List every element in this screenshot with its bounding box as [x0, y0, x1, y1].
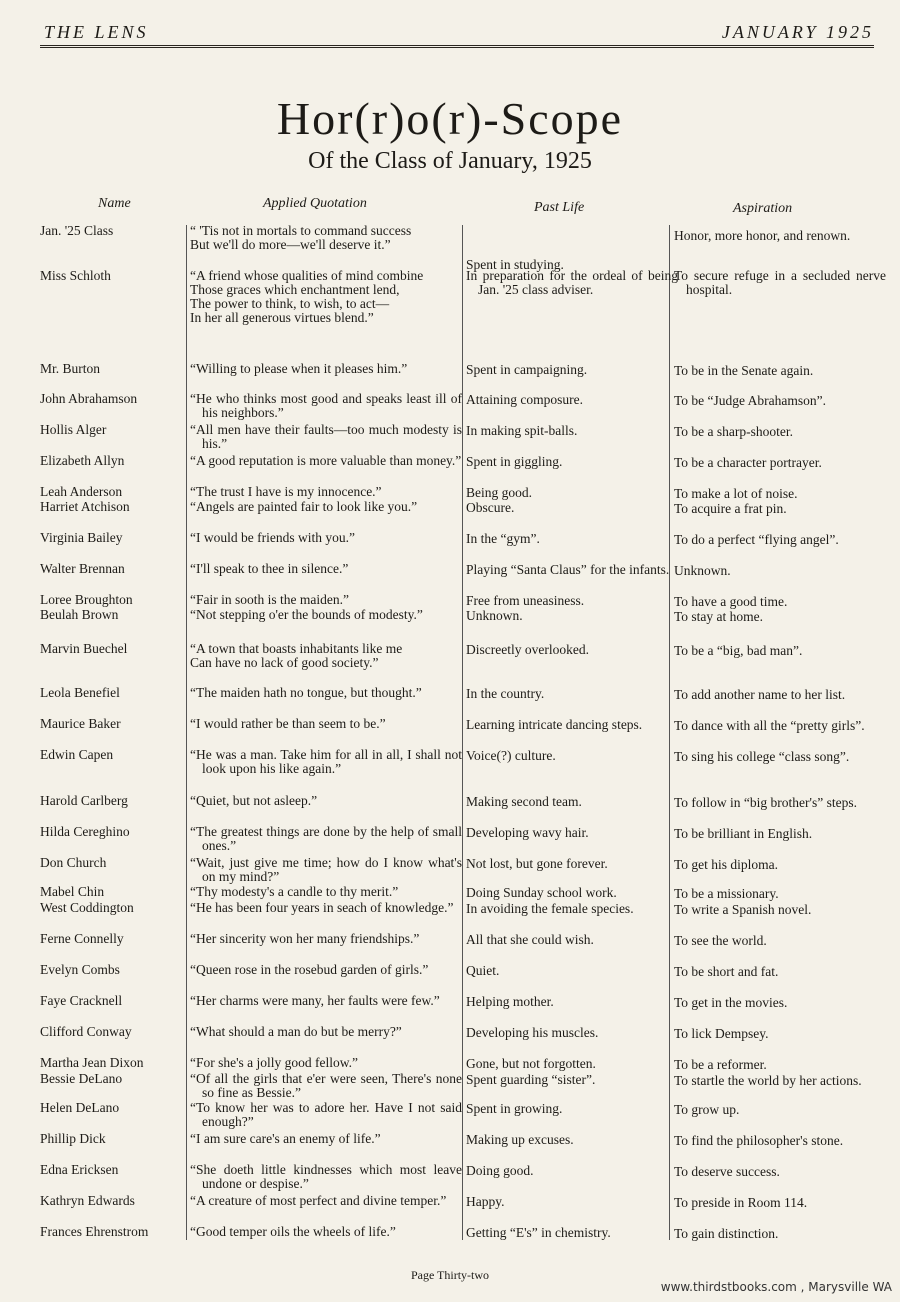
quotation-line: “A good reputation is more valuable than money.”: [190, 453, 462, 468]
aspiration: To lick Dempsey.: [674, 1026, 769, 1041]
aspiration: To be brilliant in English.: [674, 826, 813, 841]
quotation-line: “I would rather be than seem to be.”: [190, 716, 386, 731]
applied-quotation: [190, 1072, 462, 1100]
student-name: [40, 901, 190, 915]
aspiration: To sing his college “class song”.: [674, 749, 850, 764]
applied-quotation: [190, 642, 462, 670]
past-life: Making second team.: [466, 794, 582, 809]
student-name: [40, 932, 190, 946]
applied-quotation: [190, 485, 462, 499]
student-name: [40, 224, 190, 238]
quotation-line: “Quiet, but not asleep.”: [190, 793, 318, 808]
past-life: Getting “E's” in chemistry.: [466, 1225, 611, 1240]
table-row: [0, 1193, 900, 1210]
student-name-line: Leah Anderson: [40, 484, 123, 499]
past-life: Free from uneasiness.: [466, 593, 585, 608]
applied-quotation: [190, 901, 462, 915]
column-header-aspiration: Aspiration: [733, 201, 793, 216]
quotation-line: But we'll do more—we'll deserve it.”: [190, 237, 391, 252]
table-row: [0, 592, 900, 609]
student-name: [40, 885, 190, 899]
student-name: [40, 856, 190, 870]
table-row: [0, 1162, 900, 1191]
table-row: [0, 1071, 900, 1100]
quotation-line: “For she's a jolly good fellow.”: [190, 1055, 359, 1070]
aspiration: To add another name to her list.: [674, 687, 846, 702]
student-name-line: West Coddington: [40, 900, 134, 915]
student-name-line: Hollis Alger: [40, 422, 107, 437]
table-row: [0, 391, 900, 420]
quotation-line: “I would be friends with you.”: [190, 530, 355, 545]
past-life: Doing good.: [466, 1163, 534, 1178]
table-row: [0, 793, 900, 810]
past-life: Obscure.: [466, 500, 515, 515]
column-header-past-life: Past Life: [534, 200, 585, 215]
student-name: [40, 269, 190, 283]
applied-quotation: [190, 1163, 462, 1191]
student-name-line: Beulah Brown: [40, 607, 119, 622]
quotation-line: In her all generous virtues blend.”: [190, 310, 374, 325]
applied-quotation: [190, 1056, 462, 1070]
student-name-line: Ferne Connelly: [40, 931, 124, 946]
student-name: [40, 1132, 190, 1146]
table-row: [0, 884, 900, 901]
aspiration: To startle the world by her actions.: [674, 1073, 862, 1088]
quotation-line: “I am sure care's an enemy of life.”: [190, 1131, 381, 1146]
past-life: Attaining composure.: [466, 392, 583, 407]
student-name-line: Miss Schloth: [40, 268, 111, 283]
student-name-line: Elizabeth Allyn: [40, 453, 125, 468]
table-row: [0, 1131, 900, 1148]
aspiration: To be a character portrayer.: [674, 455, 822, 470]
student-name-line: Hilda Cereghino: [40, 824, 130, 839]
table-row: [0, 716, 900, 733]
page-subtitle: Of the Class of January, 1925: [308, 148, 592, 174]
quotation-line: “He has been four years in seach of knowledge.”: [190, 900, 454, 915]
quotation-line: “The maiden hath no tongue, but thought.”: [190, 685, 422, 700]
applied-quotation: [190, 362, 462, 376]
applied-quotation: [190, 531, 462, 545]
past-life: Doing Sunday school work.: [466, 885, 617, 900]
quotation-line: Can have no lack of good society.”: [190, 655, 379, 670]
applied-quotation: [190, 608, 462, 622]
table-row: [0, 931, 900, 948]
applied-quotation: [190, 593, 462, 607]
applied-quotation: [190, 423, 462, 451]
table-row: [0, 422, 900, 451]
past-life: Making up excuses.: [466, 1132, 574, 1147]
applied-quotation: [190, 717, 462, 731]
student-name: [40, 1056, 190, 1070]
quotation-line: “A town that boasts inhabitants like me: [190, 641, 403, 656]
quotation-line: “Queen rose in the rosebud garden of girls.”: [190, 962, 429, 977]
table-row: [0, 962, 900, 979]
quotation-line: Those graces which enchantment lend,: [190, 282, 400, 297]
past-life: In avoiding the female species.: [466, 901, 634, 916]
aspiration: To grow up.: [674, 1102, 740, 1117]
student-name-line: Mabel Chin: [40, 884, 105, 899]
quotation-line: “Wait, just give me time; how do I know what's on my mind?”: [190, 855, 462, 884]
running-head: [44, 22, 874, 43]
aspiration: To be short and fat.: [674, 964, 779, 979]
running-head-left: THE LENS: [44, 22, 149, 42]
past-life: Gone, but not forgotten.: [466, 1056, 596, 1071]
applied-quotation: [190, 686, 462, 700]
table-row: [0, 900, 900, 917]
student-name-line: Faye Cracknell: [40, 993, 123, 1008]
column-divider: [669, 225, 670, 1240]
quotation-line: “The greatest things are done by the help of small ones.”: [190, 824, 462, 853]
applied-quotation: [190, 856, 462, 884]
aspiration: To see the world.: [674, 933, 767, 948]
table-row: [0, 607, 900, 624]
applied-quotation: [190, 825, 462, 853]
applied-quotation: [190, 269, 462, 325]
student-name: [40, 994, 190, 1008]
quotation-line: “He was a man. Take him for all in all, I shall not look upon his like again.”: [190, 747, 462, 776]
applied-quotation: [190, 500, 462, 514]
aspiration: To be a “big, bad man”.: [674, 643, 803, 658]
past-life: Spent in growing.: [466, 1101, 563, 1116]
header-rule: [40, 45, 874, 48]
page-number: Page Thirty-two: [410, 1268, 490, 1282]
applied-quotation: [190, 994, 462, 1008]
aspiration: To be in the Senate again.: [674, 363, 814, 378]
student-name-line: Harold Carlberg: [40, 793, 128, 808]
past-life: In the country.: [466, 686, 545, 701]
student-name: [40, 963, 190, 977]
running-head-right: JANUARY 1925: [721, 22, 874, 42]
table-row: [0, 1055, 900, 1072]
column-header-quotation: Applied Quotation: [263, 196, 367, 211]
table-row: [0, 268, 900, 325]
aspiration: To write a Spanish novel.: [674, 902, 812, 917]
past-life: Helping mother.: [466, 994, 554, 1009]
student-name-line: Clifford Conway: [40, 1024, 132, 1039]
aspiration: To be a sharp-shooter.: [674, 424, 794, 439]
student-name-line: Maurice Baker: [40, 716, 121, 731]
student-name-line: Leola Benefiel: [40, 685, 120, 700]
aspiration: To deserve success.: [674, 1164, 780, 1179]
student-name: [40, 1225, 190, 1239]
student-name-line: Frances Ehrenstrom: [40, 1224, 149, 1239]
applied-quotation: [190, 1225, 462, 1239]
past-life: In the “gym”.: [466, 531, 540, 546]
applied-quotation: [190, 224, 462, 252]
applied-quotation: [190, 1132, 462, 1146]
applied-quotation: [190, 963, 462, 977]
applied-quotation: [190, 562, 462, 576]
student-name: [40, 1025, 190, 1039]
student-name-line: Kathryn Edwards: [40, 1193, 135, 1208]
student-name: [40, 485, 190, 499]
page-title: Hor(r)o(r)-Scope: [276, 93, 624, 144]
aspiration: To preside in Room 114.: [674, 1195, 808, 1210]
past-life: Spent in studying.: [466, 257, 564, 272]
applied-quotation: [190, 748, 462, 776]
student-name-line: Edna Ericksen: [40, 1162, 119, 1177]
applied-quotation: [190, 1101, 462, 1129]
aspiration: Unknown.: [674, 563, 731, 578]
quotation-line: “Not stepping o'er the bounds of modesty.”: [190, 607, 423, 622]
past-life: Spent guarding “sister”.: [466, 1072, 596, 1087]
past-life: Happy.: [466, 1194, 505, 1209]
student-name: [40, 686, 190, 700]
aspiration: Honor, more honor, and renown.: [674, 228, 851, 243]
quotation-line: “A creature of most perfect and divine temper.”: [190, 1193, 447, 1208]
table-row: [0, 484, 900, 501]
table-row: [0, 641, 900, 670]
student-name-line: Helen DeLano: [40, 1100, 120, 1115]
student-name: [40, 531, 190, 545]
student-name: [40, 1101, 190, 1115]
aspiration: To find the philosopher's stone.: [674, 1133, 844, 1148]
table-row: [0, 530, 900, 547]
past-life: Spent in giggling.: [466, 454, 563, 469]
quotation-line: “Willing to please when it pleases him.”: [190, 361, 408, 376]
quotation-line: “The trust I have is my innocence.”: [190, 484, 382, 499]
table-row: [0, 824, 900, 853]
applied-quotation: [190, 1025, 462, 1039]
quotation-line: “ 'Tis not in mortals to command success: [190, 223, 412, 238]
table-row: [0, 747, 900, 776]
aspiration: To acquire a frat pin.: [674, 501, 787, 516]
applied-quotation: [190, 932, 462, 946]
student-name: [40, 454, 190, 468]
table-row: [0, 499, 900, 516]
student-name: [40, 1072, 190, 1086]
applied-quotation: [190, 885, 462, 899]
student-name-line: Marvin Buechel: [40, 641, 128, 656]
student-name: [40, 423, 190, 437]
student-name-line: Jan. '25 Class: [40, 223, 114, 238]
past-life: Spent in campaigning.: [466, 362, 588, 377]
past-life: Voice(?) culture.: [466, 748, 556, 763]
aspiration: To follow in “big brother's” steps.: [674, 795, 857, 810]
student-name-line: Don Church: [40, 855, 107, 870]
column-divider: [462, 225, 463, 1240]
student-name-line: Loree Broughton: [40, 592, 133, 607]
quotation-line: The power to think, to wish, to act—: [190, 296, 390, 311]
student-name: [40, 362, 190, 376]
table-row: [0, 223, 900, 272]
table-row: [0, 1100, 900, 1129]
aspiration: To gain distinction.: [674, 1226, 779, 1241]
quotation-line: “Her charms were many, her faults were few.”: [190, 993, 440, 1008]
past-life: Playing “Santa Claus” for the infants.: [466, 562, 670, 577]
student-name-line: Virginia Bailey: [40, 530, 123, 545]
aspiration: To dance with all the “pretty girls”.: [674, 718, 865, 733]
past-life: Discreetly overlooked.: [466, 642, 589, 657]
aspiration: To get his diploma.: [674, 857, 779, 872]
student-name: [40, 794, 190, 808]
table-row: [0, 1024, 900, 1041]
student-name-line: Mr. Burton: [40, 361, 101, 376]
student-name-line: Harriet Atchison: [40, 499, 130, 514]
quotation-line: “She doeth little kindnesses which most leave undone or despise.”: [190, 1162, 462, 1191]
aspiration: To be a missionary.: [674, 886, 779, 901]
quotation-line: “Fair in sooth is the maiden.”: [190, 592, 349, 607]
student-name: [40, 825, 190, 839]
aspiration: To get in the movies.: [674, 995, 788, 1010]
student-name-line: Martha Jean Dixon: [40, 1055, 144, 1070]
quotation-line: “What should a man do but be merry?”: [190, 1024, 402, 1039]
quotation-line: “A friend whose qualities of mind combine: [190, 268, 424, 283]
student-name: [40, 562, 190, 576]
applied-quotation: [190, 392, 462, 420]
table-row: [0, 361, 900, 378]
aspiration: To secure refuge in a secluded nerve hospital.: [674, 268, 886, 297]
past-life: Quiet.: [466, 963, 500, 978]
aspiration: To be a reformer.: [674, 1057, 767, 1072]
student-name-line: Walter Brennan: [40, 561, 125, 576]
quotation-line: “Her sincerity won her many friendships.”: [190, 931, 420, 946]
table-row: [0, 561, 900, 578]
aspiration: To do a perfect “flying angel”.: [674, 532, 839, 547]
quotation-line: “Of all the girls that e'er were seen, There's none so fine as Bessie.”: [190, 1071, 462, 1100]
table-row: [0, 993, 900, 1010]
student-name-line: Evelyn Combs: [40, 962, 120, 977]
column-divider: [186, 225, 187, 1240]
quotation-line: “I'll speak to thee in silence.”: [190, 561, 349, 576]
applied-quotation: [190, 1194, 462, 1208]
past-life: Unknown.: [466, 608, 523, 623]
student-name: [40, 608, 190, 622]
student-name-line: Edwin Capen: [40, 747, 114, 762]
student-name: [40, 1194, 190, 1208]
past-life: In making spit-balls.: [466, 423, 578, 438]
applied-quotation: [190, 454, 462, 468]
aspiration: To stay at home.: [674, 609, 764, 624]
student-name-line: Bessie DeLano: [40, 1071, 123, 1086]
past-life: Learning intricate dancing steps.: [466, 717, 643, 732]
quotation-line: “He who thinks most good and speaks least ill of his neighbors.”: [190, 391, 462, 420]
past-life: Developing wavy hair.: [466, 825, 589, 840]
student-name: [40, 717, 190, 731]
student-name: [40, 1163, 190, 1177]
table-row: [0, 685, 900, 702]
column-header-name: Name: [98, 196, 131, 211]
student-name: [40, 748, 190, 762]
past-life: Not lost, but gone forever.: [466, 856, 608, 871]
aspiration: To be “Judge Abrahamson”.: [674, 393, 827, 408]
quotation-line: “Good temper oils the wheels of life.”: [190, 1224, 396, 1239]
student-name-line: Phillip Dick: [40, 1131, 106, 1146]
past-life: All that she could wish.: [466, 932, 594, 947]
student-name: [40, 593, 190, 607]
past-life: Being good.: [466, 485, 532, 500]
table-row: [0, 453, 900, 470]
quotation-line: “All men have their faults—too much modesty is his.”: [190, 422, 462, 451]
student-name: [40, 500, 190, 514]
past-life: Developing his muscles.: [466, 1025, 599, 1040]
watermark: www.thirdstbooks.com , Marysville WA: [660, 1280, 892, 1294]
student-name-line: John Abrahamson: [40, 391, 138, 406]
student-name: [40, 642, 190, 656]
aspiration: To have a good time.: [674, 594, 788, 609]
student-name: [40, 392, 190, 406]
quotation-line: “Thy modesty's a candle to thy merit.”: [190, 884, 399, 899]
applied-quotation: [190, 794, 462, 808]
table-row: [0, 1224, 900, 1241]
table-row: [0, 855, 900, 884]
aspiration: To make a lot of noise.: [674, 486, 798, 501]
past-life: In preparation for the ordeal of being Jan. '25 class adviser.: [466, 268, 678, 297]
quotation-line: “To know her was to adore her. Have I not said enough?”: [190, 1100, 462, 1129]
quotation-line: “Angels are painted fair to look like you.”: [190, 499, 418, 514]
